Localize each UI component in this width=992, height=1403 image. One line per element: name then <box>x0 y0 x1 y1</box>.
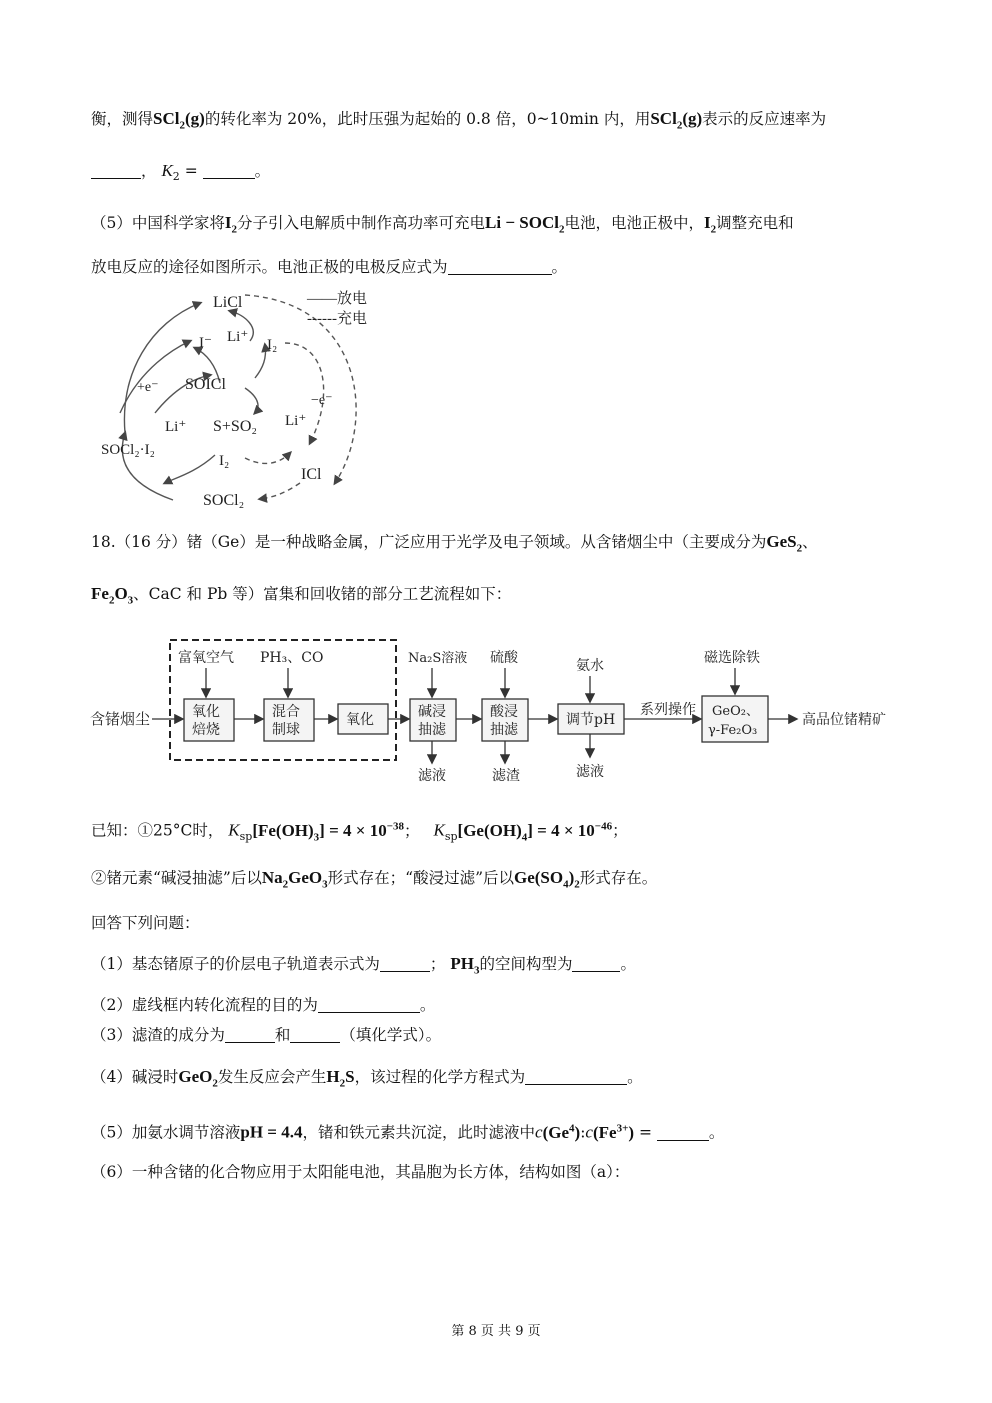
page-footer: 第 8 页 共 9 页 <box>451 1324 541 1339</box>
process-flowchart <box>90 638 900 788</box>
q17-part5-line-2: 放电反应的途径如图所示。电池正极的电极反应式为 。 <box>91 258 568 276</box>
legend-charge: ------充电 <box>307 311 367 327</box>
flow-input: 富氧空气 <box>178 650 234 666</box>
answer-blank[interactable] <box>290 1026 340 1043</box>
flow-start: 含锗烟尘 <box>90 710 151 728</box>
species-label: S+SO₂ <box>213 418 257 435</box>
charge-arrow <box>245 453 290 463</box>
svg-text:碱浸: 碱浸 <box>418 704 446 720</box>
svg-text:制球: 制球 <box>272 722 300 738</box>
svg-text:混合: 混合 <box>272 704 300 720</box>
flow-output: 滤渣 <box>492 768 520 784</box>
discharge-arrow <box>255 345 266 378</box>
species-label: SOCl₂·I₂ <box>101 442 155 458</box>
svg-text:焙烧: 焙烧 <box>192 722 220 738</box>
series-operation: 系列操作 <box>640 702 696 718</box>
answer-blank[interactable] <box>380 955 430 972</box>
svg-text:抽滤: 抽滤 <box>490 722 518 738</box>
discharge-arrow <box>124 303 200 433</box>
svg-text:GeO₂、: GeO₂、 <box>712 704 759 719</box>
species-label: I₂ <box>219 453 230 469</box>
q18-header-line-2: $Fe_2O_3$、CaC 和 Pb 等）富集和回收锗的部分工艺流程如下： <box>91 584 512 607</box>
flow-input: PH₃、CO <box>260 650 324 666</box>
species-label: +e⁻ <box>137 380 159 395</box>
q18-header: 18.（16 分）锗（Ge）是一种战略金属，广泛应用于光学及电子领域。从含锗烟尘中（主要成分为GeS$_2$、 <box>91 532 818 555</box>
species-label: I⁻ <box>199 335 212 351</box>
answer-blank[interactable] <box>91 162 141 179</box>
question-4: （4）碱浸时GeO$_2$发生反应会产生$H_2S$，该过程的化学方程式为 。 <box>91 1067 643 1090</box>
species-label: SOICl <box>185 376 226 393</box>
flow-output: 滤液 <box>418 768 446 784</box>
species-label: −e⁻ <box>311 393 333 408</box>
question-5: （5）加氨水调节溶液pH = 4.4，锗和铁元素共沉淀，此时滤液中$c(Ge^4):c(Fe^{3+})$ = 。 <box>91 1122 725 1142</box>
formula-scl2: SCl$_2$ <box>650 109 683 132</box>
answer-blank[interactable] <box>203 162 255 179</box>
charge-arrow <box>260 483 300 499</box>
formula-scl2: SCl$_2$ <box>153 109 185 132</box>
answer-blank[interactable] <box>657 1124 709 1141</box>
flow-input: 硫酸 <box>490 650 518 666</box>
question-6: （6）一种含锗的化合物应用于太阳能电池，其晶胞为长方体，结构如图（a）： <box>91 1163 630 1181</box>
species-label: Li⁺ <box>165 419 187 435</box>
species-label: ICl <box>301 466 322 483</box>
answer-prompt: 回答下列问题： <box>91 914 200 932</box>
discharge-arrow <box>245 388 258 413</box>
discharge-arrow <box>165 455 215 483</box>
known-1: 已知：①25°C时， $K_{sp}[Fe(OH)_3] = 4 \times 10^{-38}$； $K_{sp}[Ge(OH)_4] = 4 \times 10^{-46}$； <box>91 820 628 844</box>
svg-text:抽滤: 抽滤 <box>418 722 446 738</box>
known-2: ②锗元素“碱浸抽滤”后以$Na_2GeO_3$形式存在；“酸浸过滤”后以$Ge(SO_4)_2$形式存在。 <box>91 868 658 891</box>
svg-text:氧化: 氧化 <box>346 712 374 728</box>
svg-text:γ-Fe₂O₃: γ-Fe₂O₃ <box>708 723 758 738</box>
legend-discharge: ——放电 <box>307 291 368 307</box>
svg-text:氧化: 氧化 <box>192 704 220 720</box>
flow-input: 氨水 <box>576 658 604 674</box>
q17-part5-line-1: （5）中国科学家将$I_2$分子引入电解质中制作高功率可充电Li − SOCl$_2$电池，电池正极中，$I_2$调整充电和 <box>91 213 794 236</box>
svg-text:酸浸: 酸浸 <box>490 704 518 720</box>
q17-line-2: ， $K_2$ = 。 <box>91 159 270 189</box>
question-2: （2）虚线框内转化流程的目的为 。 <box>91 996 436 1014</box>
species-label: I₂ <box>267 337 278 353</box>
svg-text:调节pH: 调节pH <box>566 712 616 728</box>
species-label: Li⁺ <box>227 329 249 345</box>
species-label: SOCl₂ <box>203 492 245 509</box>
question-1: （1）基态锗原子的价层电子轨道表示式为 ； $PH_3$的空间构型为 。 <box>91 954 636 977</box>
question-3: （3）滤渣的成分为 和 （填化学式）。 <box>91 1026 442 1044</box>
species-label: LiCl <box>213 294 243 311</box>
answer-blank[interactable] <box>525 1068 627 1085</box>
q17-line-1: 衡，测得SCl$_2$(g)的转化率为 20%，此时压强为起始的 0.8 倍，0~10min 内，用SCl$_2$(g)表示的反应速率为 <box>91 109 827 132</box>
flow-input: Na₂S溶液 <box>408 651 468 666</box>
flow-end: 高品位锗精矿 <box>802 712 886 728</box>
species-label: Li⁺ <box>285 413 307 429</box>
answer-blank[interactable] <box>572 955 620 972</box>
battery-cycle-diagram <box>95 283 395 515</box>
answer-blank[interactable] <box>225 1026 275 1043</box>
answer-blank[interactable] <box>318 996 420 1013</box>
answer-blank[interactable] <box>448 258 552 275</box>
flow-output: 滤液 <box>576 764 604 780</box>
flow-input: 磁选除铁 <box>704 650 760 666</box>
